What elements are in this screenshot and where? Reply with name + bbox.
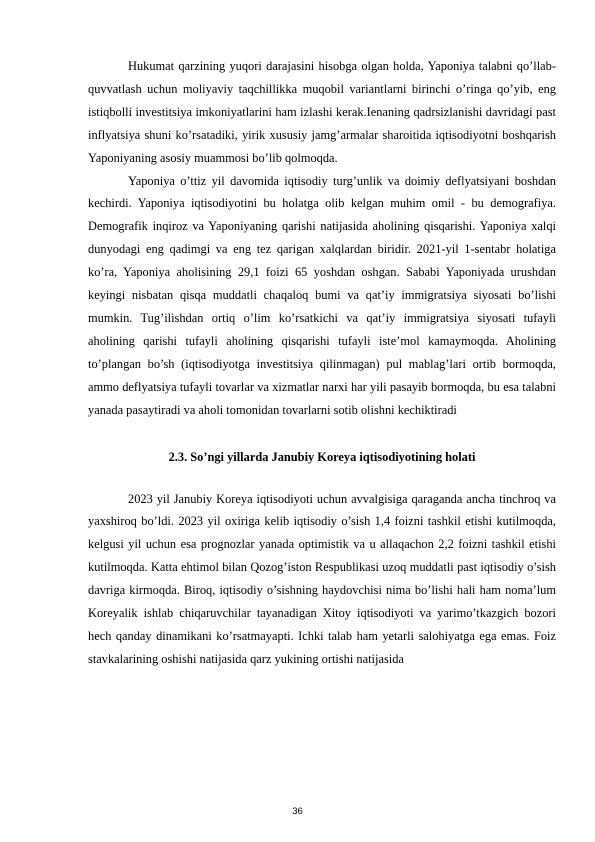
paragraph-government-debt: Hukumat qarzining yuqori darajasini hisobga olgan holda, Yaponiya talabni qo’llab-quvvatlash uchun moliyaviy taqchillikka muqobil variantlarni birinchi o’ringa qo’yib, eng istiqbolli investitsiya imkoniyatlarini ham izlashi kerak.Ienaning qadrsizlanishi davridagi past inflyatsiya shuni ko’rsatadiki, yirik xususiy jamg’armalar sharoitida iqtisodiyotni boshqarish Yaponiyaning asosiy muammosi bo’lib qolmoqda. xyxy=(88,59,556,165)
paragraph-japan-deflation: Yaponiya o’ttiz yil davomida iqtisodiy turg’unlik va doimiy deflyatsiyani boshdan kechirdi. Yaponiya iqtisodiyotini bu holatga olib kelgan muhim omil - bu demografiya. Demografik inqiroz va Yaponiyaning qarishi natijasida aholining qisqarishi. Yaponiya xalqi dunyodagi eng qadimgi va eng tez qarigan xalqlardan biridir. 2021-yil 1-sentabr holatiga ko’ra, Yaponiya aholisining 29,1 foizi 65 yoshdan oshgan. Sababi Yaponiyada urushdan keyingi nisbatan qisqa muddatli chaqaloq bumi va qat’iy immigratsiya siyosati bo’lishi mumkin. Tug’ilishdan ortiq o’lim ko’rsatkichi va qat’iy immigratsiya siyosati tufayli aholining qarishi tufayli aholining qisqarishi tufayli iste’mol kamaymoqda. Aholining to’plangan bo’sh (iqtisodiyotga investitsiya qilinmagan) pul mablag’lari ortib bormoqda, ammo deflyatsiya tufayli tovarlar va xizmatlar narxi har yili pasayib bormoqda, bu esa talabni yanada pasaytiradi va aholi tomonidan tovarlarni sotib olishni kechiktiradi xyxy=(88,173,556,417)
page-number: 36 xyxy=(292,806,303,817)
page-body xyxy=(88,55,556,671)
section-heading: 2.3. So’ngi yillarda Janubiy Koreya iqtisodiyotining holati xyxy=(168,449,476,464)
paragraph-korea-economy: 2023 yil Janubiy Koreya iqtisodiyoti uchun avvalgisiga qaraganda ancha tinchroq va yaxshiroq bo’ldi. 2023 yil oxiriga kelib iqtisodiy o’sish 1,4 foizni tashkil etishi kutilmoqda, kelgusi yil uchun esa prognozlar yanada optimistik va u allaqachon 2,2 foizni tashkil etishi kutilmoqda. Katta ehtimol bilan Qozog’iston Respublikasi uzoq muddatli past iqtisodiy o’sish davriga kirmoqda. Biroq, iqtisodiy o’sishning haydovchisi nima bo’lishi hali ham noma’lum Koreyalik ishlab chiqaruvchilar tayanadigan Xitoy iqtisodiyoti va yarimo’tkazgich bozori hech qanday dinamikani ko’rsatmayapti. Ichki talab ham yetarli salohiyatga ega emas. Foiz stavkalarining oshishi natijasida qarz yukining ortishi natijasida xyxy=(88,491,556,666)
